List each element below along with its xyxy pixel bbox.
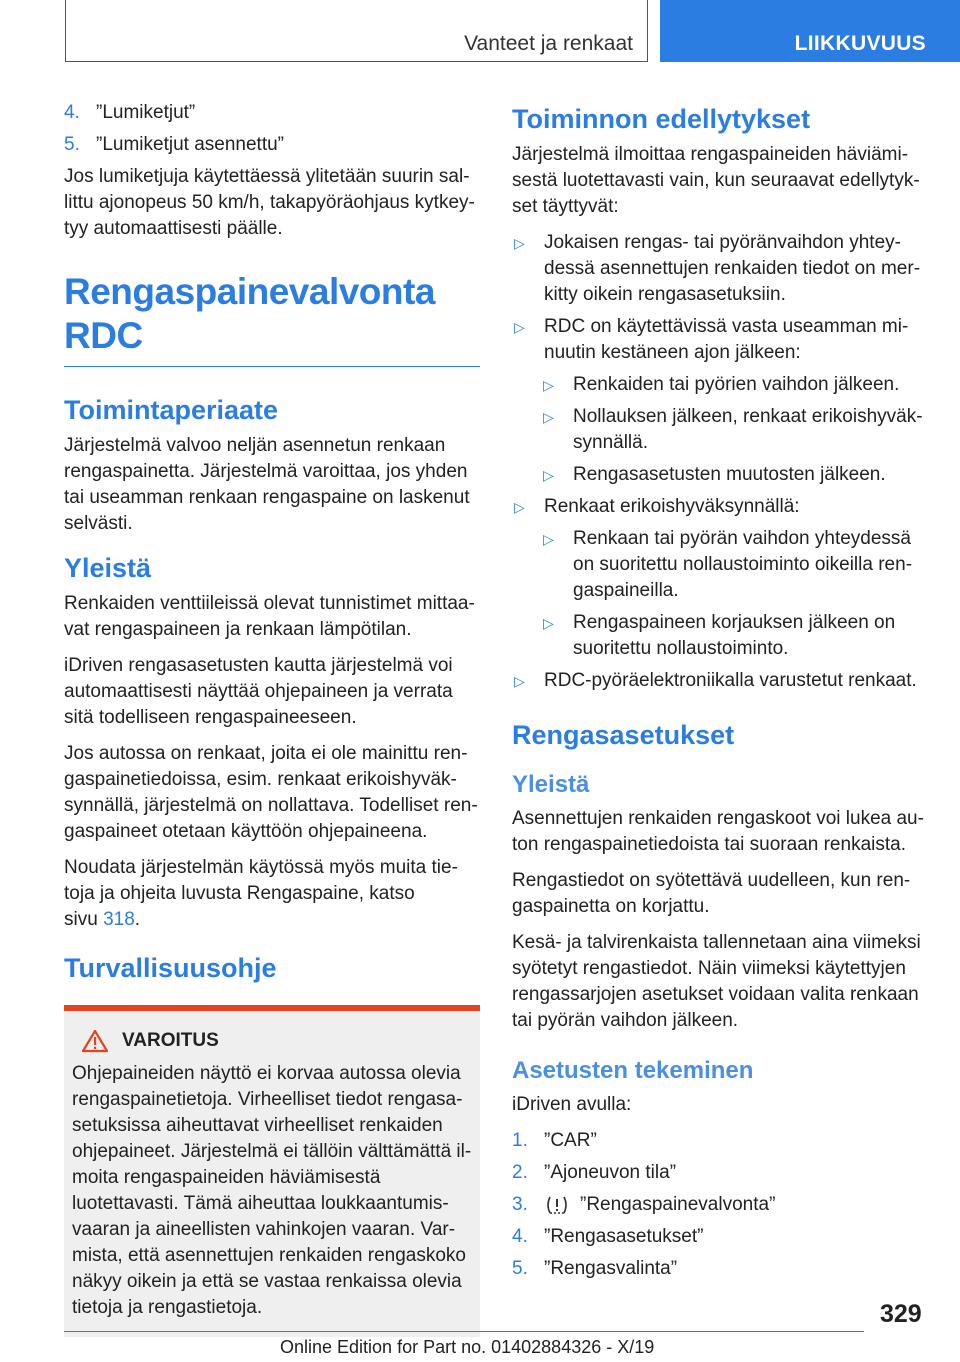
page-number: 329 [880, 1300, 922, 1328]
step-text: ”Rengasasetukset” [544, 1226, 704, 1247]
general-paragraph: Renkaiden venttiileissä olevat tunnistimet mittaavat rengaspaineen ja renkaan lämpötilan. [64, 593, 475, 640]
bullet-text: Rengasasetusten muutosten jälkeen. [573, 464, 886, 485]
step-text: ”Rengasvalinta” [544, 1258, 678, 1279]
general-paragraph [64, 855, 480, 933]
edition-text: Online Edition for Part no. 01402884326 - X/19 [280, 1337, 655, 1357]
header-frame [65, 0, 648, 62]
list-item [512, 230, 928, 308]
bullet-text: RDC-pyöräelektroniikalla varustetut renkaat. [544, 670, 917, 691]
step-number: 5. [512, 1258, 528, 1279]
settings-paragraph: Asennettujen renkaiden rengaskoot voi lukea auton rengaspainetiedoista tai suoraan renkaista. [512, 808, 924, 855]
step-item [512, 1256, 928, 1282]
page-link[interactable]: 318 [103, 909, 135, 930]
chapter-tab [660, 0, 960, 62]
bullet-text: Renkaan tai pyörän vaihdon yhteydessä on suoritettu nollaustoiminto oikeilla rengaspaineilla. [573, 528, 913, 601]
bullet-text: Nollauksen jälkeen, renkaat erikoishyväksynnällä. [573, 406, 923, 453]
snow-chain-paragraph: Jos lumiketjuja käytettäessä ylitetään suurin sallittu ajonopeus 50 km/h, takapyöräohjaus kytkeytyy automaattisesti päälle. [64, 166, 475, 239]
conditions-paragraph: Järjestelmä ilmoittaa rengaspaineiden häviämisestä luotettavasti vain, kun seuraavat edellytykset täyttyvät: [512, 144, 920, 217]
step-number: 1. [512, 1130, 528, 1151]
doing-settings-heading: Asetusten tekeminen [512, 1057, 754, 1084]
chapter-heading: Rengaspainevalvonta RDC [64, 270, 480, 367]
reference-end: . [134, 909, 141, 930]
bullet-triangle-icon: ▷ [543, 377, 554, 393]
list-number: 5. [64, 134, 80, 155]
warning-text: Ohjepaineiden näyttö ei korvaa autossa olevia rengaspainetietoja. Virheelliset tiedot rengasasetuksissa aiheuttavat virheelliset renkaiden ohjepaineet. Järjestelmä ei tällöin välttämättä ilmoita rengaspaineiden häviämisestä luotettavasti. Tämä aiheuttaa loukkaantumisvaaran ja aineellisten vahinkojen vaaran. Varmista, että asennettujen renkaiden rengaskoko näkyy oikein ja että se vastaa renkaissa olevia tietoja ja rengastietoja. [72, 1063, 472, 1318]
general-paragraph: iDriven rengasasetusten kautta järjestelmä voi automaattisesti näyttää ohjepaineen ja verrata sitä todelliseen rengaspaineeseen. [64, 655, 453, 728]
right-column [512, 100, 928, 1288]
bullet-text: Jokaisen rengas- tai pyöränvaihdon yhteydessä asennettujen renkaiden tiedot on merkitty oikein rengasasetuksiin. [544, 232, 921, 305]
conditions-heading: Toiminnon edellytykset [512, 104, 811, 134]
step-number: 2. [512, 1162, 528, 1183]
list-text: ”Lumiketjut asennettu” [96, 134, 284, 155]
settings-paragraph: Rengastiedot on syötettävä uudelleen, kun rengaspainetta on korjattu. [512, 870, 911, 917]
bullet-triangle-icon: ▷ [514, 673, 525, 689]
reference-text: Noudata järjestelmän käytössä myös muita tietoja ja ohjeita luvusta Rengaspaine, katso sivu [64, 857, 458, 930]
safety-heading: Turvallisuusohje [64, 953, 277, 983]
list-item [541, 372, 928, 398]
step-text: ”Ajoneuvon tila” [544, 1162, 677, 1183]
list-item [541, 462, 928, 488]
general-heading: Yleistä [64, 553, 152, 583]
settings-general-heading: Yleistä [512, 771, 590, 798]
bullet-text: Rengaspaineen korjauksen jälkeen on suoritettu nollaustoiminto. [573, 612, 896, 659]
chapter-tab-label: LIIKKUVUUS [794, 32, 926, 55]
idrive-paragraph: iDriven avulla: [512, 1094, 632, 1115]
principle-paragraph: Järjestelmä valvoo neljän asennetun renkaan rengaspainetta. Järjestelmä varoittaa, jos yhden tai useamman renkaan rengaspaine on laskenut selvästi. [64, 435, 470, 534]
warning-label: VAROITUS [122, 1030, 219, 1051]
tpms-warning-icon [544, 1194, 570, 1216]
list-item [541, 610, 928, 662]
step-item [512, 1224, 928, 1250]
step-item [512, 1192, 928, 1218]
bullet-triangle-icon: ▷ [543, 409, 554, 425]
bullet-triangle-icon: ▷ [543, 467, 554, 483]
list-item [512, 494, 928, 520]
step-text: ”CAR” [544, 1130, 597, 1151]
list-item [64, 100, 480, 126]
general-paragraph: Jos autossa on renkaat, joita ei ole mainittu rengaspainetiedoissa, esim. renkaat erikoishyväksynnällä, järjestelmä on nollattava. Todelliset rengaspaineet otetaan käyttöön ohjepaineena. [64, 743, 478, 842]
bullet-triangle-icon: ▷ [543, 531, 554, 547]
bullet-triangle-icon: ▷ [514, 235, 525, 251]
step-number: 4. [512, 1226, 528, 1247]
warning-box [64, 1011, 480, 1337]
bullet-triangle-icon: ▷ [514, 499, 525, 515]
list-item [64, 132, 480, 158]
warning-header [72, 1029, 472, 1053]
warning-triangle-icon [82, 1029, 108, 1053]
settings-heading: Rengasasetukset [512, 720, 735, 750]
step-item [512, 1160, 928, 1186]
bullet-text: RDC on käytettävissä vasta useamman minuutin kestäneen ajon jälkeen: [544, 316, 909, 363]
list-item [512, 314, 928, 366]
settings-paragraph: Kesä- ja talvirenkaista tallennetaan aina viimeksi syötetyt rengastiedot. Näin viimeksi käytettyjen rengassarjojen asetukset voidaan valita renkaan tai pyörän vaihdon jälkeen. [512, 932, 921, 1031]
list-item [512, 668, 928, 694]
step-item [512, 1128, 928, 1154]
bullet-triangle-icon: ▷ [514, 319, 525, 335]
principle-heading: Toimintaperiaate [64, 395, 279, 425]
list-number: 4. [64, 102, 80, 123]
bullet-triangle-icon: ▷ [543, 615, 554, 631]
list-text: ”Lumiketjut” [96, 102, 196, 123]
step-text: ”Rengaspainevalvonta” [580, 1194, 776, 1215]
step-number: 3. [512, 1194, 528, 1215]
list-item [541, 526, 928, 604]
footer-divider [64, 1331, 864, 1332]
left-column [64, 100, 480, 1337]
list-item [541, 404, 928, 456]
bullet-text: Renkaat erikoishyväksynnällä: [544, 496, 800, 517]
section-title: Vanteet ja renkaat [464, 32, 633, 55]
bullet-text: Renkaiden tai pyörien vaihdon jälkeen. [573, 374, 900, 395]
